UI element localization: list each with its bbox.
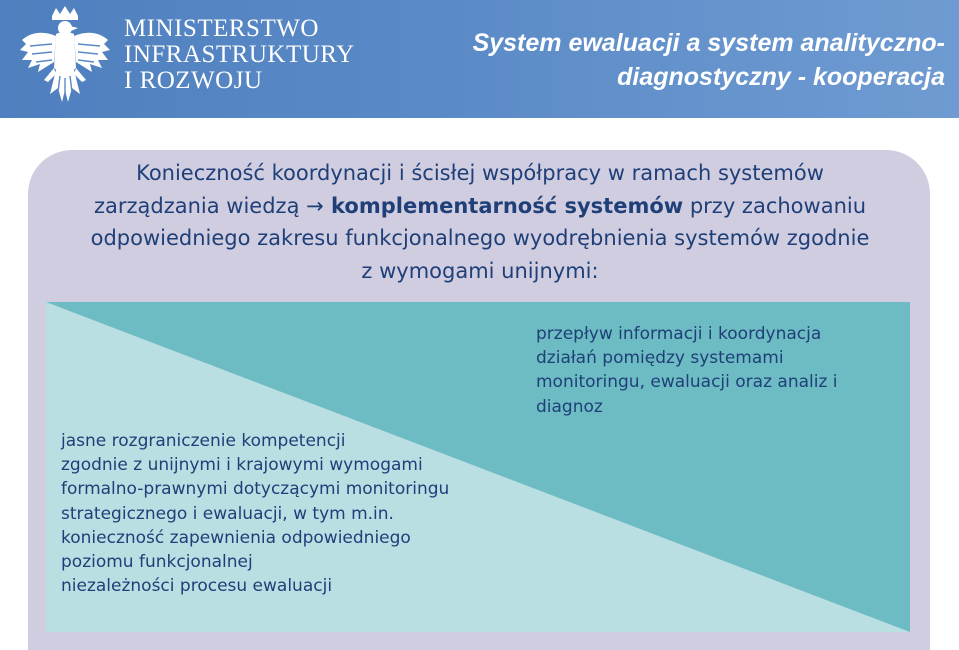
right-line: przepływ informacji i koordynacja (536, 324, 822, 344)
left-line: zgodnie z unijnymi i krajowymi wymogami (61, 455, 423, 476)
right-line: działań pomiędzy systemami (536, 348, 784, 369)
left-line: jasne rozgraniczenie kompetencji (61, 431, 346, 451)
left-text-block (61, 429, 531, 598)
left-line: niezależności procesu ewaluacji (61, 576, 333, 597)
polish-eagle-emblem-icon (16, 6, 114, 112)
slide-title-line-1: System ewaluacji a system analityczno- (472, 29, 945, 57)
ministry-line-2: INFRASTRUKTURY (124, 41, 355, 68)
slide-title-line-2: diagnostyczny - kooperacja (617, 63, 945, 91)
left-line: strategicznego i ewaluacji, w tym m.in. (61, 503, 394, 524)
intro-line-2 (30, 190, 930, 223)
intro-line-3: odpowiedniego zakresu funkcjonalnego wyodrębnienia systemów zgodnie (90, 226, 870, 250)
arrow-icon: → (306, 193, 324, 218)
intro-line-2-emphasis: komplementarność systemów (323, 193, 684, 218)
right-text-block (536, 322, 916, 419)
intro-line-1: Konieczność koordynacji i ścisłej współpracy w ramach systemów (136, 161, 824, 185)
intro-line-2-start: zarządzania wiedzą (93, 193, 307, 218)
left-line: poziomu funkcjonalnej (61, 552, 253, 573)
ministry-name (124, 16, 355, 94)
intro-text (30, 157, 930, 287)
intro-line-4: z wymogami unijnymi: (361, 258, 599, 283)
left-line: konieczność zapewnienia odpowiedniego (61, 527, 411, 548)
ministry-line-1: MINISTERSTWO (124, 15, 319, 42)
right-line: monitoringu, ewaluacji oraz analiz i (536, 372, 838, 393)
header-bar (0, 0, 959, 118)
slide-title (425, 26, 945, 94)
right-line: diagnoz (536, 396, 603, 417)
intro-line-2-end: przy zachowaniu (683, 193, 867, 218)
left-line: formalno-prawnymi dotyczącymi monitoringu (61, 479, 450, 500)
ministry-line-3: I ROZWOJU (124, 67, 263, 94)
